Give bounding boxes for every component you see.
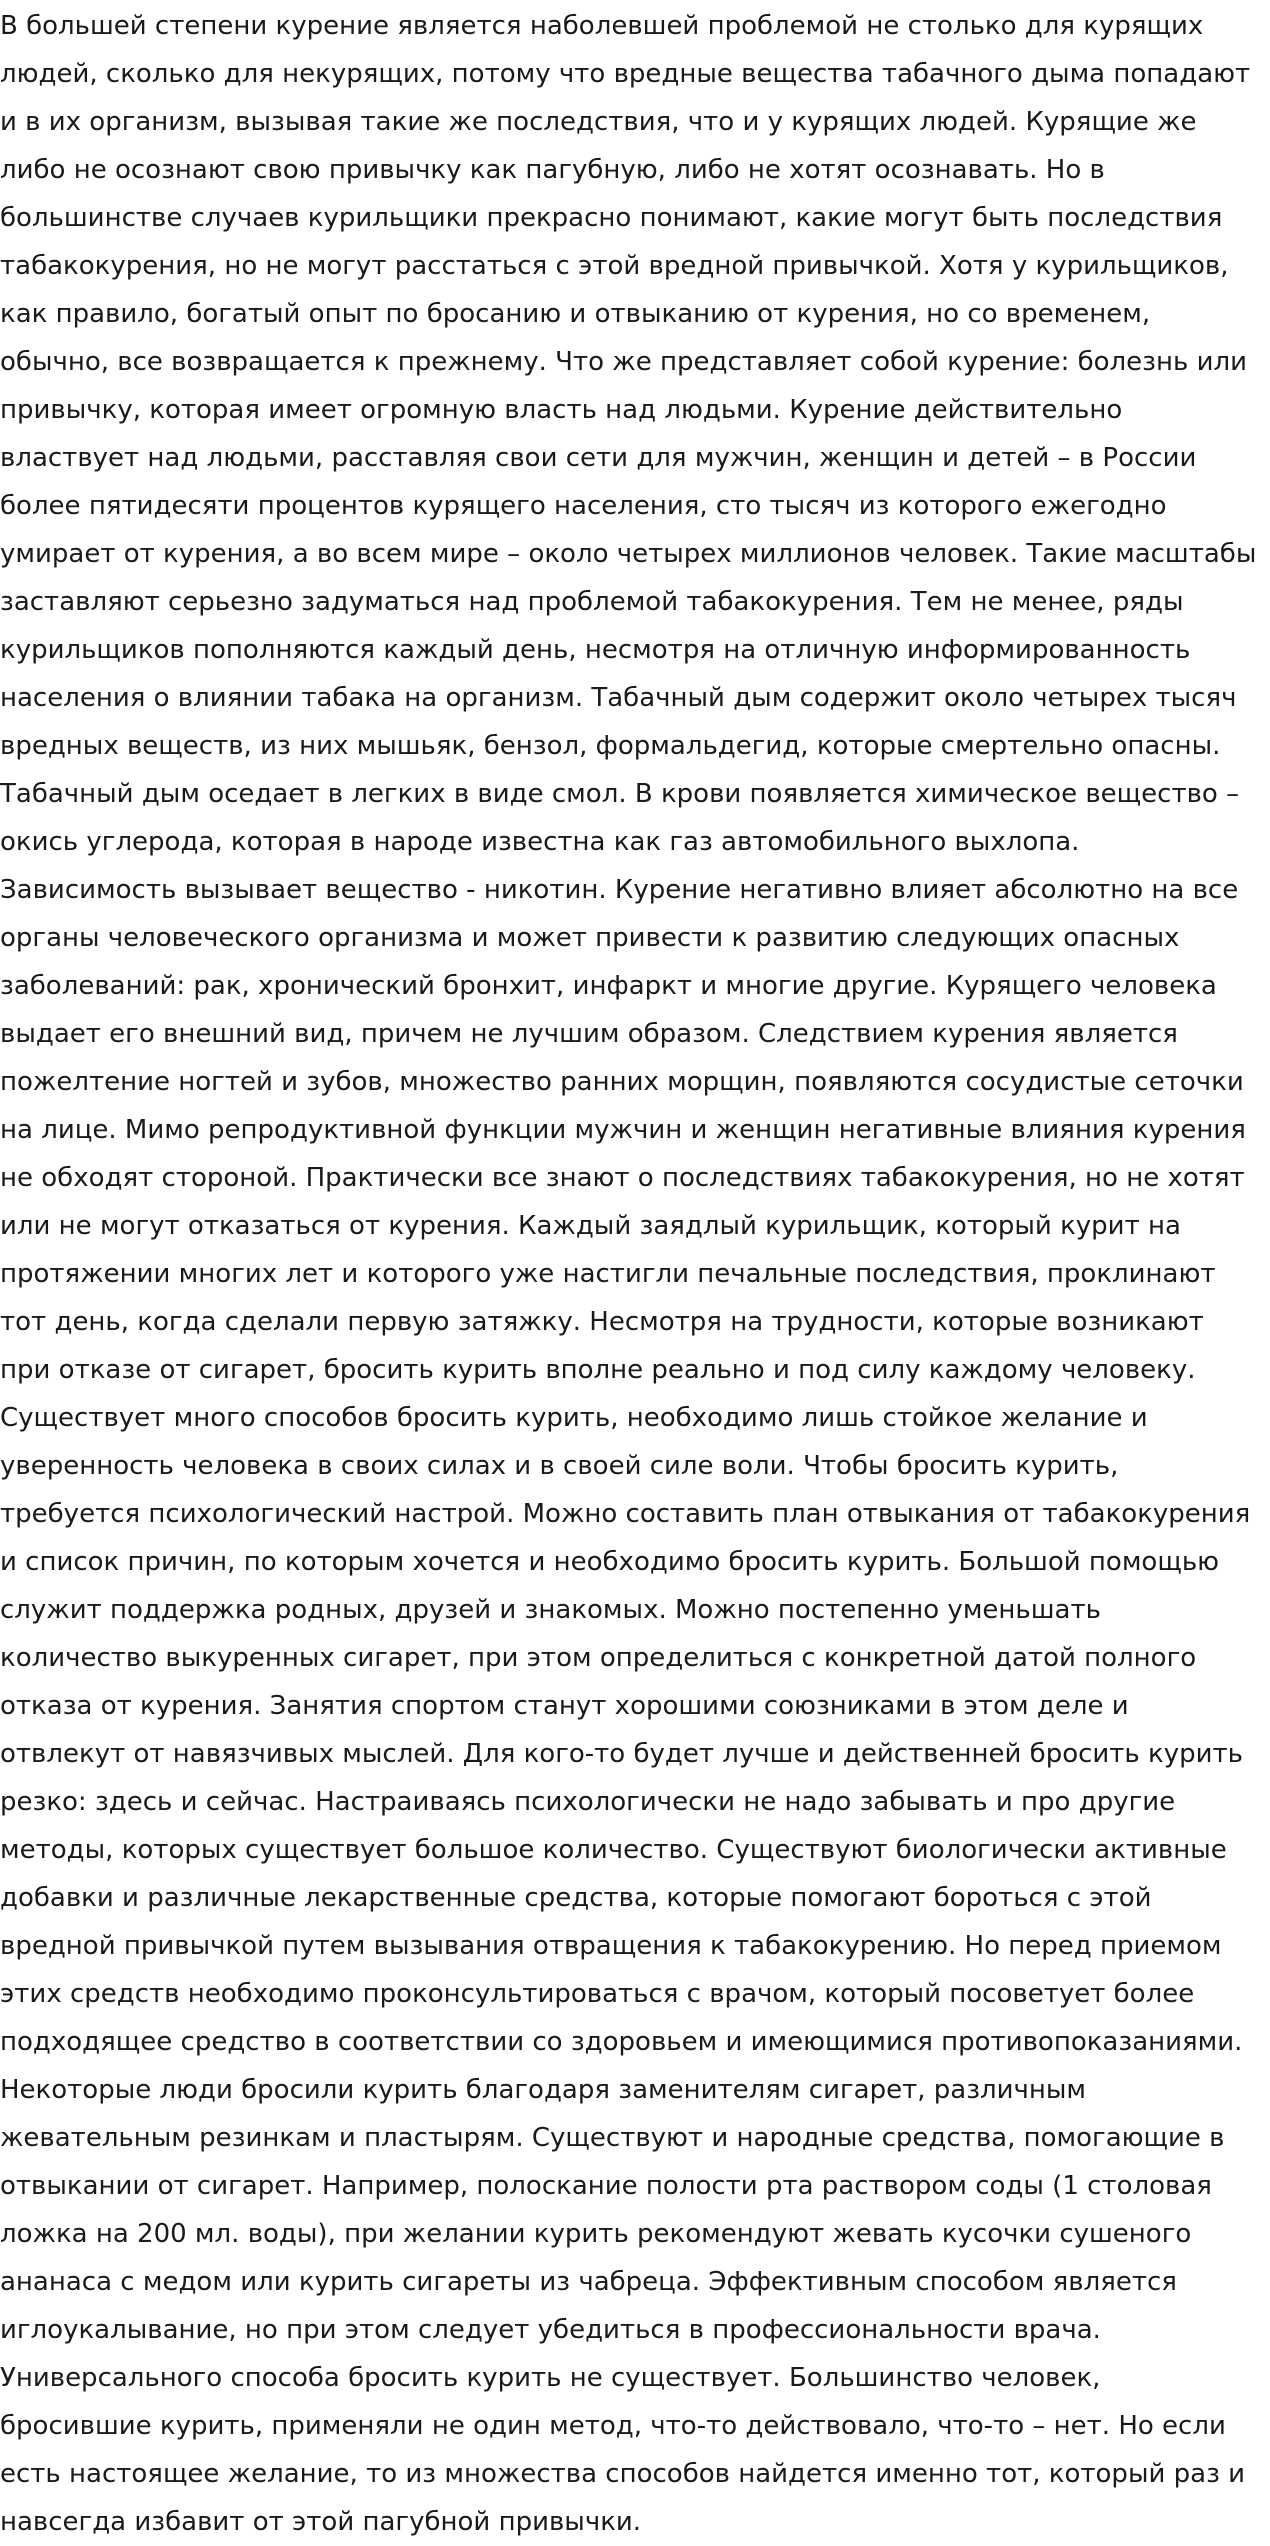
article-paragraph: В большей степени курение является наболевшей проблемой не столько для курящих людей, сколько для некурящих, потому что вредные вещества табачного дыма попадают и в их организм, вызывая такие же последствия, что и у курящих людей. Курящие же либо не осознают свою привычку как пагубную, либо не хотят осознавать. Но в большинстве случаев курильщики прекрасно понимают, какие могут быть последствия табакокурения, но не могут расстаться с этой вредной привычкой. Хотя у курильщиков, как правило, богатый опыт по бросанию и отвыканию от курения, но со временем, обычно, все возвращается к прежнему. Что же представляет собой курение: болезнь или привычку, которая имеет огромную власть над людьми. Курение действительно властвует над людьми, расставляя свои сети для мужчин, женщин и детей – в России более пятидесяти процентов курящего населения, сто тысяч из которого ежегодно умирает от курения, а во всем мире – около четырех миллионов человек. Такие масштабы заставляют серьезно задуматься над проблемой табакокурения. Тем не менее, ряды курильщиков пополняются каждый день, несмотря на отличную информированность населения о влиянии табака на организм. Табачный дым содержит около четырех тысяч вредных веществ, из них мышьяк, бензол, формальдегид, которые смертельно опасны. Табачный дым оседает в легких в виде смол. В крови появляется химическое вещество – окись углерода, которая в народе известна как газ автомобильного выхлопа. Зависимость вызывает вещество - никотин. Курение негативно влияет абсолютно на все органы человеческого организма и может привести к развитию следующих опасных заболеваний: рак, хронический бронхит, инфаркт и многие другие. Курящего человека выдает его внешний вид, причем не лучшим образом. Следствием курения является пожелтение ногтей и зубов, множество ранних морщин, появляются сосудистые сеточки на лице. Мимо репродуктивной функции мужчин и женщин негативные влияния курения не обходят стороной. Практически все знают о последствиях табакокурения, но не хотят или не могут отказаться от курения. Каждый заядлый курильщик, который курит на протяжении многих лет и которого уже настигли печальные последствия, проклинают тот день, когда сделали первую затяжку. Несмотря на трудности, которые возникают при отказе от сигарет, бросить курить вполне реально и под силу каждому человеку. Существует много способов бросить курить, необходимо лишь стойкое желание и уверенность человека в своих силах и в своей силе воли. Чтобы бросить курить, требуется психологический настрой. Можно составить план отвыкания от табакокурения и список причин, по которым хочется и необходимо бросить курить. Большой помощью служит поддержка родных, друзей и знакомых. Можно постепенно уменьшать количество выкуренных сигарет, при этом определиться с конкретной датой полного отказа от курения. Занятия спортом станут хорошими союзниками в этом деле и отвлекут от навязчивых мыслей. Для кого-то будет лучше и действенней бросить курить резко: здесь и сейчас. Настраиваясь психологически не надо забывать и про другие методы, которых существует большое количество. Существуют биологически активные добавки и различные лекарственные средства, которые помогают бороться с этой вредной привычкой путем вызывания отвращения к табакокурению. Но перед приемом этих средств необходимо проконсультироваться с врачом, который посоветует более подходящее средство в соответствии со здоровьем и имеющимися противопоказаниями. Некоторые люди бросили курить благодаря заменителям сигарет, различным жевательным резинкам и пластырям. Существуют и народные средства, помогающие в отвыкании от сигарет. Например, полоскание полости рта раствором соды (1 столовая ложка на 200 мл. воды), при желании курить рекомендуют жевать кусочки сушеного ананаса с медом или курить сигареты из чабреца. Эффективным способом является иглоукалывание, но при этом следует убедиться в профессиональности врача. Универсального способа бросить курить не существует. Большинство человек, бросившие курить, применяли не один метод, что-то действовало, что-то – нет. Но если есть настоящее желание, то из множества способов найдется именно тот, который раз и навсегда избавит от этой пагубной привычки. (0, 11, 1257, 2537)
